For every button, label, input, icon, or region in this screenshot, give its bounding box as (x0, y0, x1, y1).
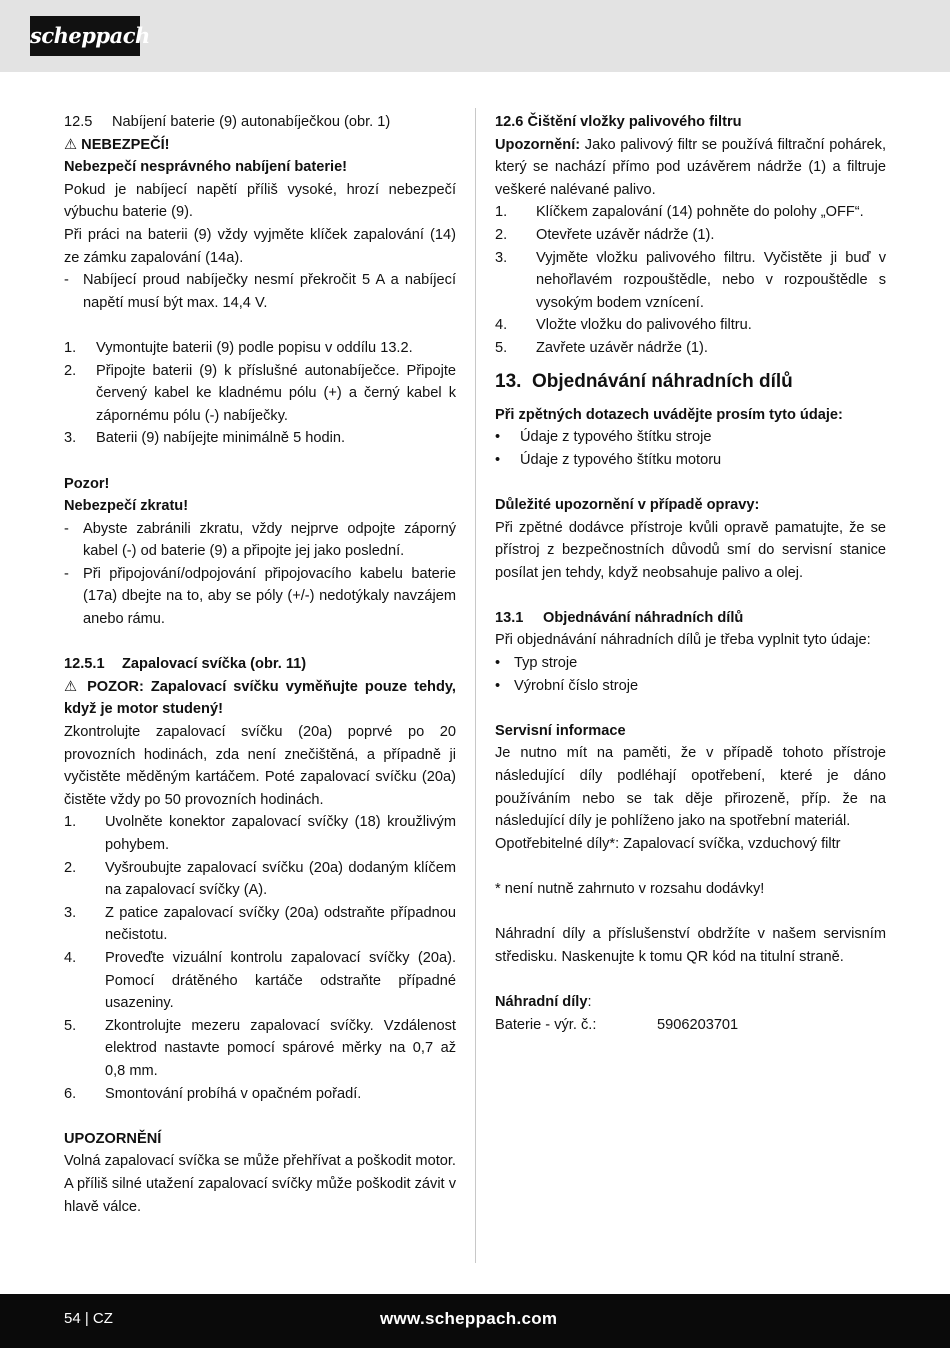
step-text: Smontování probíhá v opačném pořadí. (105, 1085, 362, 1102)
filter-text: Jako palivový filtr se používá filtrační pohárek, který se nachází přímo pod uzávěrem nádrže (1) a filtruje veškeré nalévané palivo. (495, 136, 886, 198)
section-12-5-title (64, 111, 456, 134)
list-item (64, 337, 456, 360)
dash-marker: - (64, 272, 69, 289)
step-text: Vymontujte baterii (9) podle popisu v oddílu 13.2. (96, 339, 413, 356)
section-title: Objednávání náhradních dílů (543, 609, 744, 626)
dash-marker: - (64, 565, 69, 582)
danger-label: NEBEZPEČÍ! (81, 136, 170, 153)
danger-paragraph-1: Pokud je nabíjecí napětí příliš vysoké, hrozí nebezpečí výbuchu baterie (9). (64, 181, 456, 221)
footer-bar (0, 1294, 950, 1348)
list-item (64, 1015, 456, 1083)
wear-parts: Opotřebitelné díly*: Zapalovací svíčka, vzduchový filtr (495, 835, 841, 852)
service-paragraph: Je nutno mít na paměti, že v případě tohoto přístroje následující díly podléhají opotřebení, které je dáno používáním nebo se tak děje přirozeně, příp. že na následující díly je pohlíženo jako na spotřební materiál. (495, 745, 886, 830)
service-heading: Servisní informace (495, 722, 626, 739)
filter-paragraph (495, 134, 886, 202)
step-text: Uvolněte konektor zapalovací svíčky (18) kroužlivým pohybem. (105, 814, 456, 853)
inquiry-heading: Při zpětných dotazech uvádějte prosím tyto údaje: (495, 406, 843, 423)
step-text: Otevřete uzávěr nádrže (1). (536, 226, 715, 243)
bullet: • (495, 429, 501, 446)
step-number: 3. (64, 430, 77, 447)
section-title: Nabíjení baterie (9) autonabíječkou (obr. 1) (112, 114, 391, 130)
list-item (495, 224, 886, 247)
step-text: Zkontrolujte mezeru zapalovací svíčky. Vzdálenost elektrod nastavte pomocí spárové měrky na 0,7 až 0,8 mm. (105, 1017, 456, 1079)
parts-row (495, 1014, 886, 1037)
step-number: 4. (495, 317, 508, 334)
step-text: Vložte vložku do palivového filtru. (536, 317, 752, 334)
step-text: Baterii (9) nabíjejte minimálně 5 hodin. (96, 430, 346, 447)
step-number: 2. (495, 226, 508, 243)
order-paragraph: Při objednávání náhradních dílů je třeba vyplnit tyto údaje: (495, 632, 871, 649)
danger-paragraph-2: Při práci na baterii (9) vždy vyjměte klíček zapalování (14) ze zámku zapalování (14a). (64, 226, 456, 266)
list-item (64, 947, 456, 1015)
section-number: 13.1 (495, 609, 524, 626)
short-circuit-heading: Nebezpečí zkratu! (64, 498, 189, 515)
page-number: 54 | CZ (64, 1310, 113, 1327)
warning-triangle-icon: ⚠ (64, 136, 78, 153)
section-number: 12.5 (64, 114, 93, 130)
section-title: Čištění vložky palivového filtru (527, 114, 742, 130)
list-item (64, 360, 456, 428)
step-number: 1. (64, 339, 77, 356)
list-item (495, 201, 886, 224)
section-number: 12.5.1 (64, 656, 105, 673)
step-number: 2. (64, 859, 77, 876)
item-text: Údaje z typového štítku motoru (520, 451, 722, 468)
notice-paragraph: Volná zapalovací svíčka se může přehřívat a poškodit motor. A příliš silné utažení zapalovací svíčky může poškodit závit v hlavě válce. (64, 1153, 456, 1215)
list-item (64, 857, 456, 902)
header-band (0, 0, 950, 72)
step-text: Z patice zapalovací svíčky (20a) odstraňte případnou nečistotu. (105, 904, 456, 944)
charge-note-text: Nabíjecí proud nabíječky nesmí překročit 5 A a nabíjecí napětí musí být max. 14,4 V. (83, 272, 456, 311)
notice-heading: UPOZORNĚNÍ (64, 1130, 162, 1147)
list-item (64, 518, 456, 563)
list-item (64, 427, 456, 450)
item-text: Výrobní číslo stroje (514, 677, 639, 694)
step-number: 3. (64, 904, 77, 921)
section-number: 13. (495, 370, 522, 392)
dash-marker: - (64, 520, 69, 537)
list-item (495, 652, 886, 675)
step-number: 4. (64, 949, 77, 966)
filter-label: Upozornění: (495, 136, 581, 153)
item-text: Abyste zabránili zkratu, vždy nejprve odpojte záporný kabel (-) od baterie (9) a připojte jej jako poslední. (83, 520, 456, 560)
battery-label: Baterie - výr. č.: (495, 1016, 597, 1033)
section-13-1-title (495, 607, 886, 630)
charge-note (64, 269, 456, 314)
pozor-heading: Pozor! (64, 475, 110, 492)
footnote: * není nutně zahrnuto v rozsahu dodávky! (495, 881, 765, 897)
repair-paragraph: Při zpětné dodávce přístroje kvůli opravě pamatujte, že se přístroj z bezpečnostních důvodů smí do servisní stanice posílat jen tehdy, když neobsahuje palivo a olej. (495, 519, 886, 581)
step-number: 6. (64, 1085, 77, 1102)
step-number: 3. (495, 249, 508, 266)
step-number: 5. (495, 339, 508, 356)
item-text: Typ stroje (514, 655, 578, 672)
bullet: • (495, 677, 501, 694)
list-item (495, 675, 886, 698)
danger-heading (64, 134, 456, 157)
repair-heading: Důležité upozornění v případě opravy: (495, 496, 760, 513)
item-text: Při připojování/odpojování připojovacího kabelu baterie (17a) dbejte na to, aby se póly (+/-) nedotýkaly navzájem anebo rámu. (83, 565, 456, 628)
step-number: 5. (64, 1017, 77, 1034)
step-text: Klíčkem zapalování (14) pohněte do polohy „OFF“. (536, 204, 864, 221)
spare-paragraph: Náhradní díly a příslušenství obdržíte v našem servisním středisku. Naskenujte k tomu QR kód na titulní straně. (495, 926, 886, 965)
section-13-title (495, 370, 886, 394)
right-column (495, 111, 886, 1036)
parts-label: Náhradní díly (495, 993, 588, 1010)
list-item (495, 426, 886, 449)
list-item (64, 902, 456, 947)
list-item (64, 811, 456, 856)
step-number: 2. (64, 362, 77, 379)
bullet: • (495, 655, 501, 672)
section-12-6-title (495, 111, 886, 134)
step-number: 1. (64, 814, 77, 831)
list-item (64, 563, 456, 631)
column-divider (475, 108, 476, 1263)
website-link[interactable]: www.scheppach.com (380, 1309, 558, 1328)
scheppach-logo: scheppach (30, 16, 140, 56)
battery-part-number: 5906203701 (657, 1016, 739, 1033)
section-title: Zapalovací svíčka (obr. 11) (122, 656, 307, 673)
warning-triangle-icon: ⚠ (64, 678, 81, 695)
section-number: 12.6 (495, 114, 524, 130)
step-number: 1. (495, 204, 508, 221)
step-text: Vyšroubujte zapalovací svíčku (20a) dodaným klíčem na zapalovací svíčky (A). (105, 859, 456, 899)
list-item (64, 1083, 456, 1106)
parts-heading (495, 991, 886, 1014)
list-item (495, 247, 886, 315)
step-text: Připojte baterii (9) k příslušné autonabíječce. Připojte červený kabel ke kladnému pólu (+) a černý kabel k zápornému pólu (-) nabíječky. (96, 362, 456, 424)
item-text: Údaje z typového štítku stroje (520, 429, 712, 446)
caution-text: POZOR: Zapalovací svíčku vyměňujte pouze tehdy, když je motor studený! (64, 678, 456, 718)
step-text: Vyjměte vložku palivového filtru. Vyčistěte ji buď v nehořlavém rozpouštědle, nebo v rozpouštědle s vysokým bodem vznícení. (536, 249, 886, 311)
section-12-5-1-title (64, 653, 456, 676)
plug-paragraph: Zkontrolujte zapalovací svíčku (20a) poprvé po 20 provozních hodinách, zda není znečištěná, a případně ji vyčistěte měděným kartáčem. Poté zapalovací svíčku (20a) čistěte vždy po 50 provozních hodinách. (64, 724, 456, 808)
caution-heading (64, 676, 456, 721)
step-text: Zavřete uzávěr nádrže (1). (536, 339, 708, 356)
list-item (495, 449, 886, 472)
step-text: Proveďte vizuální kontrolu zapalovací svíčky (20a). Pomocí drátěného kartáče odstraňte případné usazeniny. (105, 949, 456, 1012)
list-item (495, 337, 886, 360)
list-item (495, 314, 886, 337)
section-title: Objednávání náhradních dílů (531, 370, 793, 392)
danger-subheading: Nebezpečí nesprávného nabíjení baterie! (64, 159, 348, 176)
left-column (64, 111, 456, 1218)
parts-colon: : (587, 993, 592, 1010)
bullet: • (495, 451, 501, 468)
